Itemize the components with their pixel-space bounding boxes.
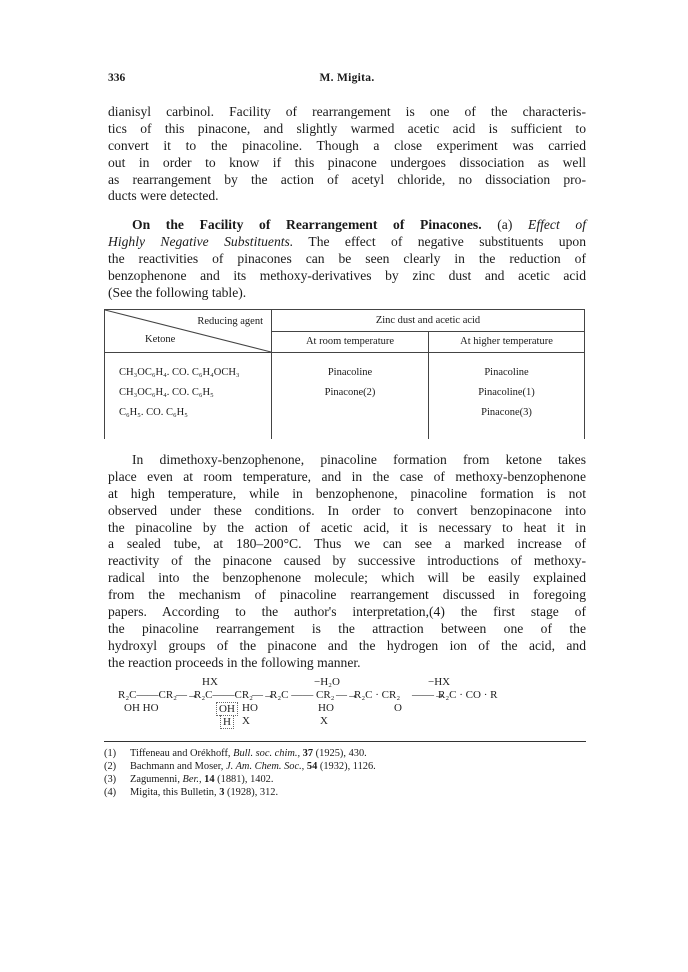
adduct-x: X xyxy=(242,715,250,727)
text-line: (See the following table). xyxy=(108,284,247,300)
subsection-heading-cont: Highly Negative Substituents. xyxy=(108,233,294,249)
footnote xyxy=(104,786,584,799)
footnote xyxy=(104,760,584,773)
paragraph-intro xyxy=(108,104,586,205)
text-line: In dimethoxy-benzophenone, pinacoline formation from ketone takes xyxy=(132,452,586,467)
footnotes xyxy=(104,747,584,799)
cation-x: X xyxy=(320,715,328,727)
footnote-number: (3) xyxy=(104,774,117,785)
table-cell-higher: Pinacoline(1) xyxy=(478,387,535,398)
text-line: the pinacoline by the action of acetic acid, it is necessary to heat it in xyxy=(108,519,586,535)
arrow-4: ——→ xyxy=(412,689,445,701)
arrow-1: —→ xyxy=(176,689,198,701)
footnote-volume: 3 xyxy=(219,787,225,798)
text-line: reactivity of the pinacone caused by successive introductions of methoxy- xyxy=(108,553,586,569)
text-line: dianisyl carbinol. Facility of rearrangement is one of the characteris- xyxy=(108,104,586,119)
structure-pinacoline: R₂C · CO · R xyxy=(438,689,498,701)
text-line: the reactivities of pinacones can be seen clearly in the reduction of xyxy=(108,250,586,266)
table-corner-cell xyxy=(105,310,272,353)
footnote-pages: (1925), 430. xyxy=(313,748,367,759)
footnote xyxy=(104,747,584,760)
section-heading: On the Facility of Rearrangement of Pinacones. xyxy=(132,217,482,232)
adduct-ho: HO xyxy=(242,702,258,714)
table-cell-room: Pinacone(2) xyxy=(324,387,376,398)
running-head-author: M. Migita. xyxy=(319,72,375,84)
h-box: H xyxy=(220,715,234,729)
oh-box: OH xyxy=(216,702,238,716)
table-cell-higher: Pinacone(3) xyxy=(481,407,532,418)
text-line: from the mechanism of pinacoline rearrangement discussed in foregoing xyxy=(108,587,586,603)
table-cell-ketone: C₆H₅. CO. C₆H₅ xyxy=(119,407,188,418)
table-col-header-higher: At higher temperature xyxy=(429,331,585,353)
table-col-higher xyxy=(429,353,585,440)
intermediate-o: O xyxy=(394,702,402,714)
footnote xyxy=(104,773,584,786)
text-line: the pinacoline rearrangement is the attraction between one of the xyxy=(108,620,586,636)
paragraph-discussion xyxy=(108,452,586,672)
table-col-header-room: At room temperature xyxy=(272,331,429,353)
text-line: as rearrangement by the action of acetyl chloride, no dissociation pro- xyxy=(108,171,586,187)
arrow-3: —→ xyxy=(336,689,358,701)
footnote-divider xyxy=(104,741,586,742)
footnote-pages: (1928), 312. xyxy=(224,787,279,798)
text-line: ducts were detected. xyxy=(108,188,219,204)
table-corner xyxy=(105,310,271,352)
text-line: the reaction proceeds in the following manner. xyxy=(108,654,361,670)
reagent-label-minus-hx: −HX xyxy=(428,676,451,688)
section-heading-line xyxy=(108,217,586,234)
text-line: place even at room temperature, and in the case of methoxy-benzophenone xyxy=(108,468,586,484)
pinacone-hydroxyls: OH HO xyxy=(124,702,159,714)
footnote-journal: Bull. soc. chim., xyxy=(233,748,301,759)
text-line: a sealed tube, at 180–200°C. Thus we can see a marked increase of xyxy=(108,536,586,552)
footnote-volume: 54 xyxy=(304,761,318,772)
cation-ho: HO xyxy=(318,702,334,714)
subsection-heading: Effect of xyxy=(528,217,586,232)
table-col-ketones xyxy=(105,353,272,440)
table-cell-room: Pinacoline xyxy=(327,367,373,378)
subsection-label: (a) xyxy=(497,217,513,232)
footnote-text: Migita, this Bulletin, xyxy=(130,787,220,798)
table-cell-higher: Pinacoline xyxy=(484,367,529,378)
table-col-room xyxy=(272,353,429,440)
footnote-volume: 37 xyxy=(300,748,314,759)
text-line: papers. According to the author's interpretation,(4) the first stage of xyxy=(108,604,586,620)
footnote-journal: J. Am. Chem. Soc., xyxy=(225,761,305,772)
text-line: benzophenone and its methoxy-derivatives by zinc dust and acetic acid xyxy=(108,267,586,283)
page-number: 336 xyxy=(108,72,126,84)
text-line: out in order to know if this pinacone undergoes dissociation as well xyxy=(108,154,586,170)
footnote-pages: (1932), 1126. xyxy=(317,761,376,772)
footnote-text: Bachmann and Moser, xyxy=(130,761,226,772)
text-line: observed under these conditions. In order to convert benzopinacone into xyxy=(108,502,586,518)
table-group-header: Zinc dust and acetic acid xyxy=(272,310,585,332)
page-header xyxy=(108,72,586,88)
reagent-label-hx: HX xyxy=(202,676,218,688)
corner-label-ketone: Ketone xyxy=(145,334,176,345)
paragraph-facility xyxy=(108,217,586,301)
text-line: radical into the benzophenone molecule; which will be easily explained xyxy=(108,570,586,586)
table-cell-ketone: CH₃OC₆H₄. CO. C₆H₅ xyxy=(119,387,214,398)
corner-label-reducing-agent: Reducing agent xyxy=(197,316,263,327)
footnote-journal: Ber., xyxy=(182,774,202,785)
structure-intermediate: R₂C · CR₂ xyxy=(354,689,401,701)
footnote-volume: 14 xyxy=(201,774,215,785)
footnote-text: Zagumenni, xyxy=(130,774,183,785)
footnote-number: (2) xyxy=(104,761,117,772)
text-line: at high temperature, while in benzophenone, pinacoline formation is not xyxy=(108,485,586,501)
text-span: The effect of negative substituents upon xyxy=(293,233,586,249)
structure-cation: R₂C —— CR₂ xyxy=(270,689,335,701)
arrow-2: —→ xyxy=(252,689,274,701)
reagent-label-minus-h2o: −H₂O xyxy=(314,676,340,688)
footnote-number: (1) xyxy=(104,748,117,759)
reaction-scheme xyxy=(118,676,588,738)
structure-adduct: R₂C——CR₂ xyxy=(194,689,254,701)
table-cell-ketone: CH₃OC₆H₄. CO. C₆H₄OCH₃ xyxy=(119,367,240,378)
text-line: tics of this pinacone, and slightly warmed acetic acid is sufficient to xyxy=(108,120,586,136)
text-line: hydroxyl groups of the pinacone and the hydrogen ion of the acid, and xyxy=(108,637,586,653)
footnote-pages: (1881), 1402. xyxy=(214,774,274,785)
footnote-number: (4) xyxy=(104,787,117,798)
text-line xyxy=(108,234,586,251)
text-line: convert it to the pinacoline. Though a close experiment was carried xyxy=(108,137,586,153)
reduction-table xyxy=(104,309,585,439)
structure-pinacone: R₂C——CR₂ xyxy=(118,689,178,701)
footnote-text: Tiffeneau and Orékhoff, xyxy=(130,748,234,759)
